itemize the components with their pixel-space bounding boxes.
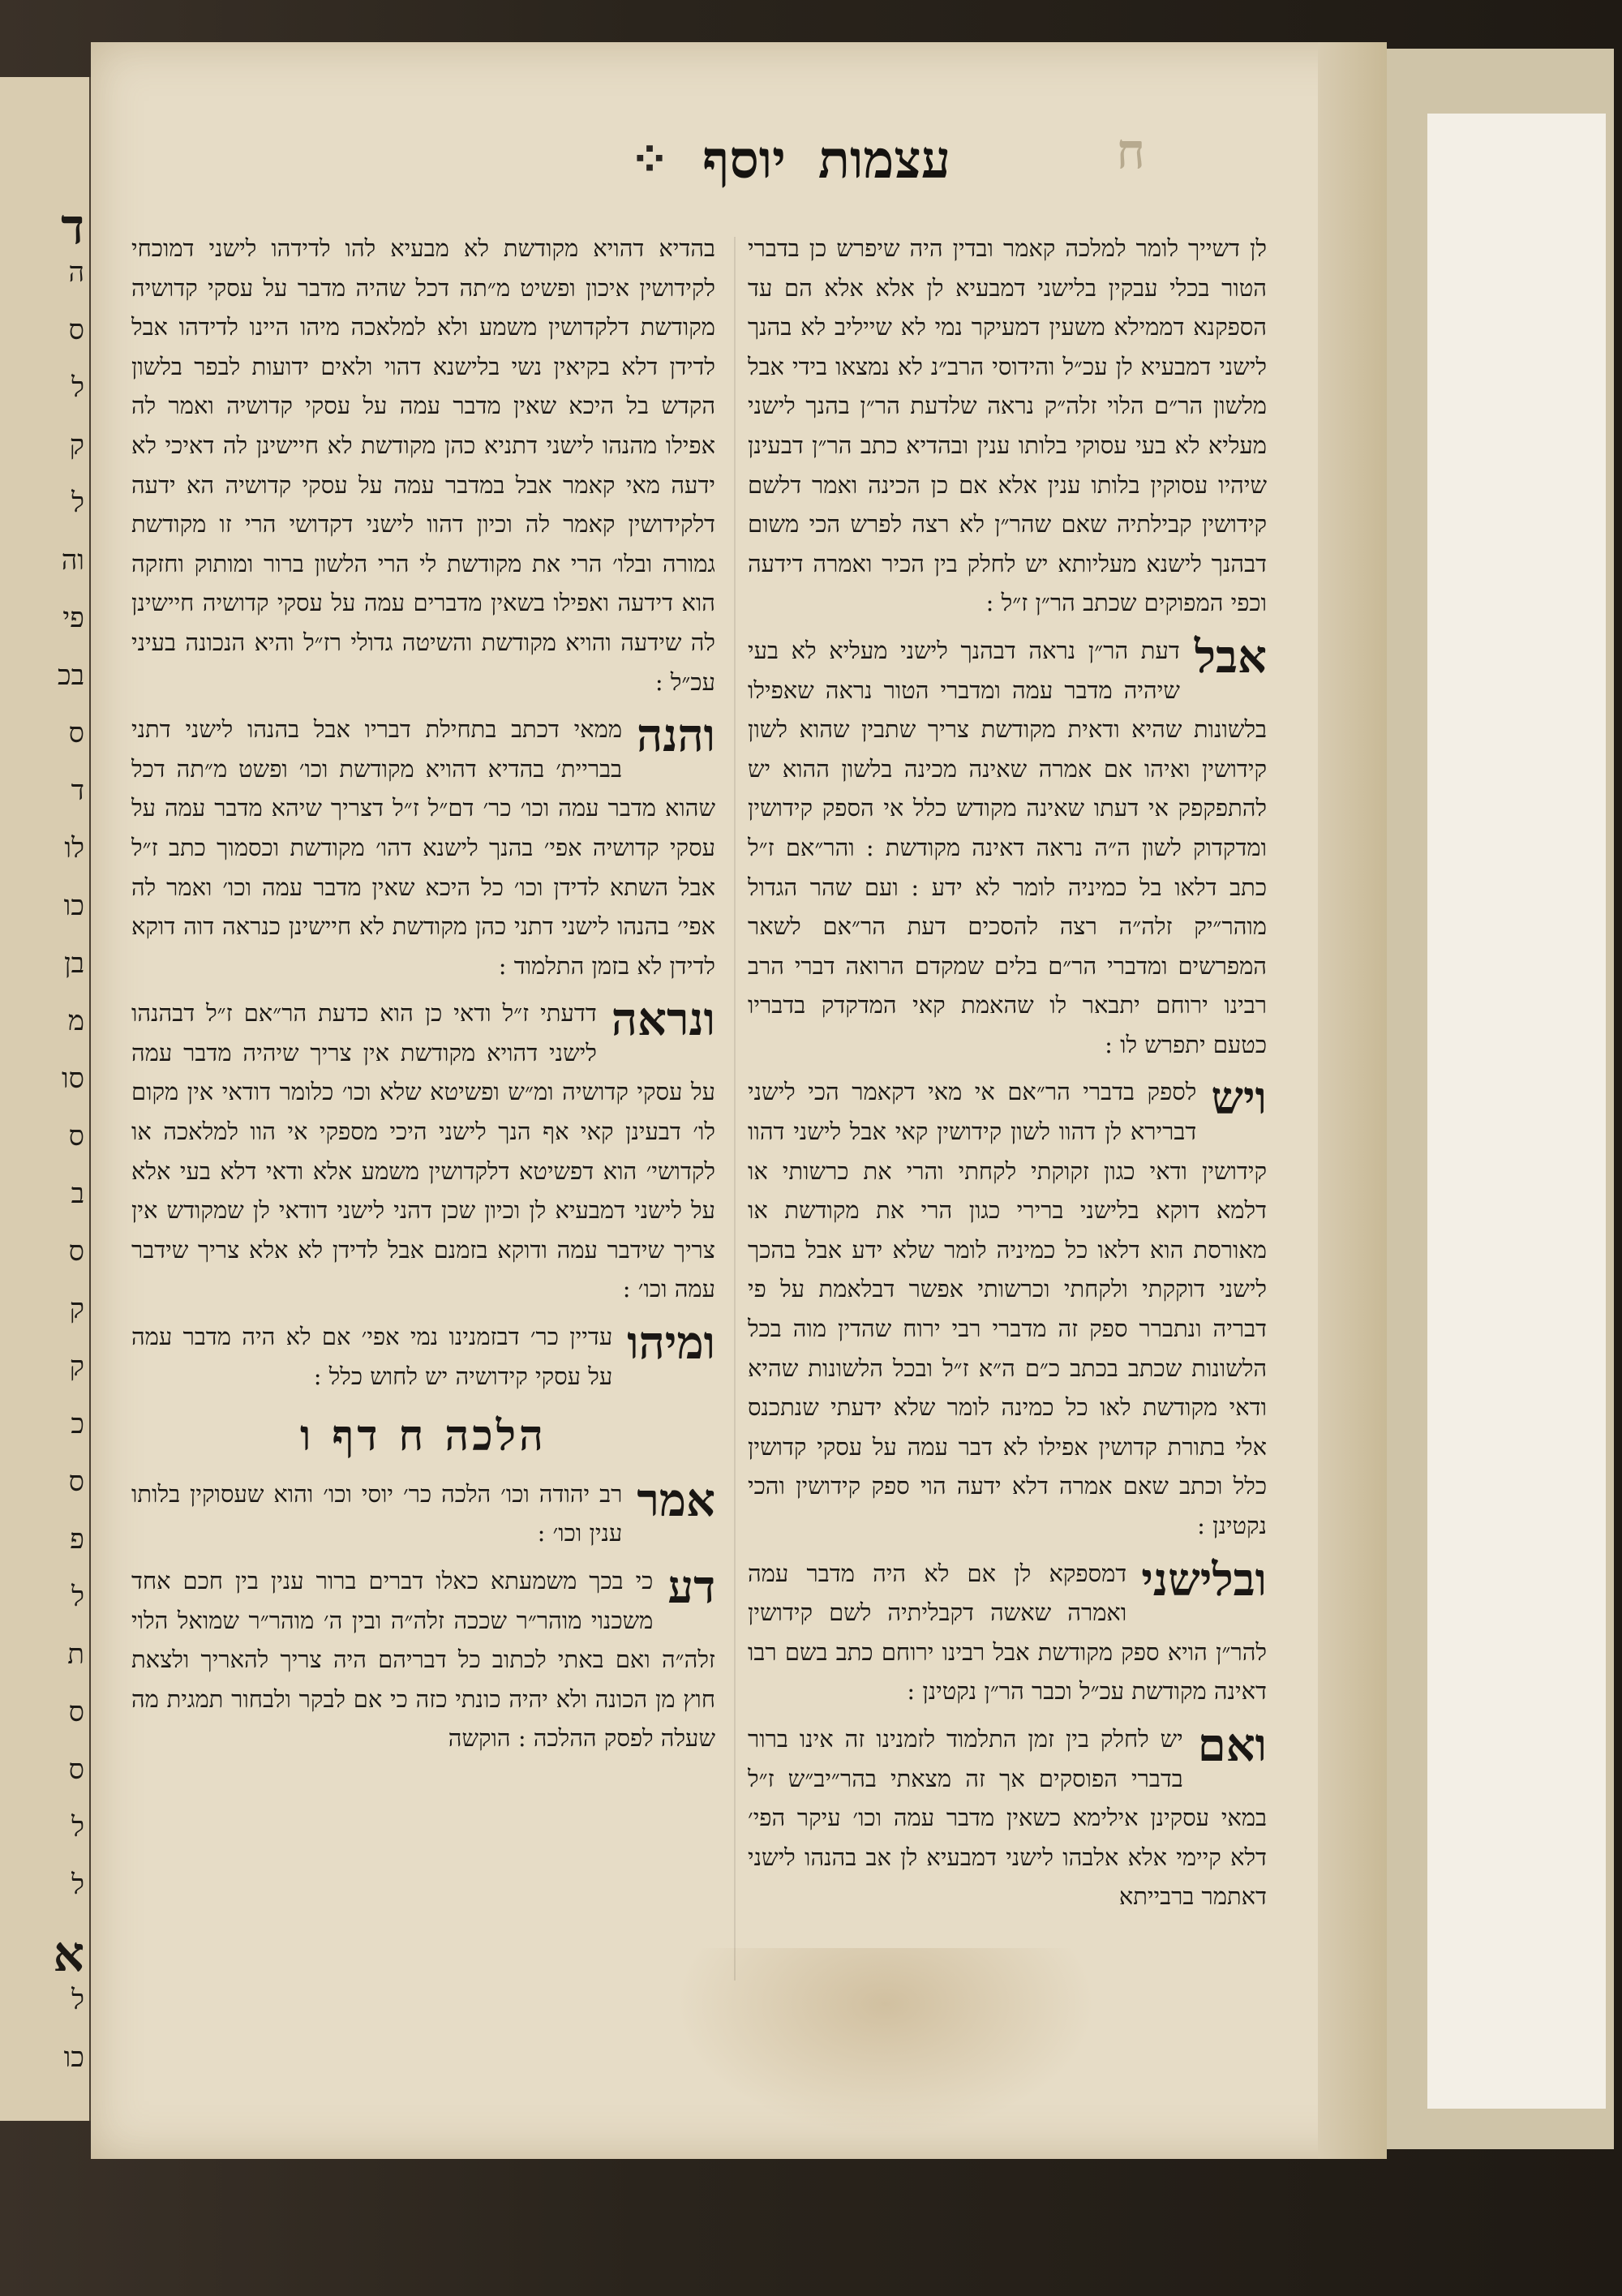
facing-page-glyph: ק — [69, 429, 84, 461]
facing-page-glyph: פ — [70, 1523, 84, 1556]
facing-page-glyph: ב — [71, 1178, 84, 1210]
paragraph-text: עדיין כר׳ דבזמנינו נמי אפי׳ אם לא היה מדבר עמה על עסקי קידושיה יש לחוש כלל : — [131, 1323, 613, 1390]
facing-page-glyph: ל — [71, 1984, 84, 2016]
facing-page-glyph: ל — [71, 487, 84, 519]
facing-page-glyph: פי — [62, 602, 84, 634]
paragraph-text: דמספקא לן אם לא היה מדבר עמה ואמרה שאשה דקבליתיה לשם קידושין להר״ן הויא ספק מקודשת אבל רבינו ירוחם כתב בשם רבו דאינה מקודשת עכ״ל וכבר הר״ן נקטינן : — [748, 1559, 1267, 1706]
running-header — [431, 115, 1145, 204]
paragraph: בהדיא דהויא מקודשת לא מבעיא להו לדידהו לישני דמוכחי לקידושין איכון ופשיט מ״תה דכל שהיה מדבר על עסקי קדושיה מקודשת דלקדושין משמע ולא למלאכה מיהו היינו לדידהו אבל לדידן דלא בקיאין נשי בלישנא דהוי ולאים ידועות לבפר בלשון הקדש בל היכא שאין מדבר עמה על עסקי קדושיה ואמר לה אפילו מהנהו לישני דתניא כהן מקודשת לא חיישינן לה דאיכי לא ידעה מאי קאמר אבל במדבר עמה על עסקי קדושיה הא ידעה דלקידושין קאמר לה וכיון דהוו לישני דקדושי הרי זו מקודשת גמורה ובלו׳ הרי את מקודשת לי הרי הלשון ברור ומותוק וחזקה הוא דידעה ואפילו בשאין מדברים עמה על עסקי קדושיה חיישינן לה שידעה והויא מקודשת והשיטה גדולי רז״ל והיא הנכונה בעיני עכ״ל : — [131, 234, 715, 696]
paragraph — [748, 631, 1267, 1065]
facing-page-glyph: ס — [68, 314, 84, 346]
header-title-right: עצמות — [817, 129, 950, 191]
header-ornament: ⁘ — [629, 131, 671, 188]
facing-page-glyph: ל — [71, 371, 84, 404]
facing-page-glyph: ל — [71, 1581, 84, 1613]
paragraph — [131, 1474, 715, 1553]
facing-page-glyph: כו — [63, 890, 84, 922]
header-title-left: יוסף — [702, 129, 786, 191]
lead-word: אמר — [637, 1473, 715, 1527]
facing-page-glyph: וה — [61, 544, 84, 577]
paragraph: לן דשייך לומר למלכה קאמר ובדין היה שיפרש כן בדברי הטור בכלי עבקין בלישני דמבעיא לן אלא אלא הם עד הספקנא דממילא משעין דמעיקר נמי לא שייליב לא בהנך לישני דמבעיא לן עכ״ל והידוסי הרב״נ לא נמצאו בידי אבל מלשון הר״ם הלוי זלה״ק נראה שלדעת הר״ן בהנך לישני מעליא לא בעי עסוקי בלותו ענין ובהדיא כתב הר״ן דבעינן שיהיו עסוקין בלותו ענין אלא אם כן הכינה ואמר דלשם קידושין קבילתיה שאם שהר״ן לא רצה לפרש הכי משום דבהנך לישנא מעליותא יש לחלק בין הכיר ואמרה דידעה וכפי המפוקים שכתב הר״ן ז״ל : — [748, 234, 1267, 617]
backing-sheet — [1427, 114, 1606, 2109]
facing-page-glyph: ד — [71, 775, 84, 807]
paragraph-text: כי בכך משמעתא כאלו דברים ברור ענין בין חכם אחד משכנוי מוהר״ר שככה זלה״ה ובין ה׳ מוהר״ר שמואל הלוי זלה״ה ואם באתי לכתוב כל דבריהם היה צריך להאריך ולצאת חוץ מן הכונה ולא יהיה כונתי כזה כי אם לבקר ולבחור תמגית מה שעלה לפסק ההלכה : הוקשה — [131, 1567, 715, 1753]
facing-page-glyph: בן — [63, 947, 84, 980]
facing-page-glyph: ל — [71, 1869, 84, 1901]
lead-word: ואם — [1197, 1718, 1267, 1772]
facing-page-glyph: ס — [68, 717, 84, 749]
paragraph — [131, 1561, 715, 1758]
facing-page-glyph: ס — [68, 1120, 84, 1152]
leaf-number: ח — [1116, 123, 1145, 180]
lead-word: והנה — [637, 709, 715, 763]
paragraph-text: רב יהודה וכו׳ הלכה כר׳ יוסי וכו׳ והוא שעסוקין בלותו ענין וכו׳ : — [131, 1479, 623, 1547]
facing-page-glyph: ס — [68, 1235, 84, 1268]
lead-word: אבל — [1194, 629, 1267, 684]
paragraph-text: ממאי דכתב בתחילת דבריו אבל בהנהו לישני דתני בבריית׳ בהדיא דהויא מקודשת וכו׳ ופשט מ״תה דכל שהוא מדבר עמה וכו׳ כר׳ דם״ל ז״ל דצריך שיהא מדבר עמה על עסקי קדושיה אפי׳ בהנך לישנא דהו׳ מקודשת וכסמוך כתב ז״ל אבל השתא לדידן וכו׳ כל היכא שאין מדבר עמה וכו׳ ואמר לה אפי׳ בהנהו לישני דתני כהן מקודשת לא חיישינן כנראה דוה דוקא לדידן לא בזמן התלמוד : — [131, 715, 715, 980]
column-divider — [734, 237, 736, 1981]
paragraph-text: דדעתי ז״ל ודאי כן הוא כדעת הר״אם ז״ל דבהנהו לישני דהויא מקודשת אין צריך שיהיה מדבר עמה על עסקי קדושיה ומ״ש ופשיטא שלא וכו׳ כלומר דודאי אין מקום לו׳ דבעינן קאי אף הנך לישני היכי מספקי אי הוו למלאכה או לקדושי׳ הוא דפשיטא דלקדושין משמע אלא ודאי דלא בעי אלא על לישני דמבעיא לן וכיון שכן דהני לישני דודאי לן שמקודש אין צריך שידבר עמה ודוקא בזמנם אבל לדידן לא אלא צריך שידבר עמה וכו׳ : — [131, 999, 715, 1303]
paragraph — [748, 1554, 1267, 1711]
lead-word: ובלישני — [1141, 1552, 1267, 1607]
left-column — [131, 229, 715, 2005]
facing-page-glyph: ד — [61, 199, 84, 255]
facing-page-glyph: סו — [61, 1062, 84, 1095]
lead-word: ומיהו — [627, 1316, 715, 1371]
facing-page-glyph: ת — [67, 1638, 84, 1671]
facing-page-glyph: ק — [69, 1293, 84, 1325]
facing-page-glyph: ס — [68, 1696, 84, 1728]
lead-word: דע — [667, 1560, 715, 1614]
facing-page-glyph: בכ — [57, 659, 84, 692]
facing-page-glyph: ס — [68, 1753, 84, 1786]
book-page — [91, 42, 1387, 2159]
right-column — [748, 229, 1267, 2005]
page-fore-edge — [1318, 42, 1387, 2159]
facing-page-glyph: ק — [69, 1350, 84, 1383]
lead-word: ויש — [1211, 1071, 1267, 1126]
lead-word: ונראה — [611, 993, 715, 1047]
facing-page-glyph: מ — [67, 1005, 84, 1037]
paragraph — [131, 710, 715, 985]
paragraph — [748, 1072, 1267, 1545]
facing-page-glyph: ס — [68, 1466, 84, 1498]
facing-page-glyph: כו — [63, 2041, 84, 2074]
facing-page-glyph: כ — [71, 1408, 84, 1440]
facing-page-glyph: א — [53, 1926, 84, 1983]
paragraph-text: יש לחלק בין זמן התלמוד לזמנינו זה אינו ברור בדברי הפוסקים אך זה מצאתי בהר״יב״ש ז״ל במאי עסקינן אילימא כשאין מדבר עמה וכו׳ עיקר הפי׳ דלא קיימי אלא אלבהו לישני דמבעיא לן אב בהנהו לישני דאתמר ברבייתא — [748, 1724, 1267, 1911]
paragraph — [748, 1719, 1267, 1916]
facing-page-glyph: ה — [68, 256, 84, 289]
paragraph — [131, 994, 715, 1309]
facing-page-glyph: ל — [71, 1811, 84, 1843]
paragraph-text: דעת הר״ן נראה דבהנך לישני מעליא לא בעי שיהיה מדבר עמה ומדברי הטור נראה שאפילו בלשונות שהיא ודאית מקודשת צריך שתבין שהוא לשון קידושין ואיהו אם אמרה שאינה מכינה בלשון ההוא יש להתפקפק אי דעתו שאינה מקודש כלל אי הספק קידושין ומדקדוק לשון ה״ה נראה דאינה מקודשת : והר״אם ז״ל כתב דלאו בל כמיניה לומר לא ידע : ועם שהר הגדול מוהר״יק זלה״ה רצה להסכים דעת הר״אם לשאר המפרשים ומדברי הר״ם בלים שמקדם הרואה דברי הרב רבינו ירוחם יתבאר לו שהאמת קאי המדקדק בדבריו כטעם יתפרש לו : — [748, 636, 1267, 1058]
facing-page-glyph: לו — [64, 832, 84, 865]
facing-page-edge — [0, 77, 92, 2121]
paragraph-text: לספק בדברי הר״אם אי מאי דקאמר הכי לישני דברירא לן דהוו לשון קידושין קאי אבל לישני דהוו קידושין ודאי כגון זקוקתי לקחתי והרי את כרשותי או דלמא דוקא בלישני ברירי כגון הרי את מקודשת או מאורסת הוא דלאו כל כמיניה לומר שלא ידע אבל בהכך לישני דוקקתי ולקחתי וכרשותי אפשר דבלאמת על פי דבריה ונתברר ספק זה מדברי רבי ירוח שהדין מוה בכל הלשונות שכתב בכתב כ״ם ה״א ז״ל ובכל הלשונות שהיא ודאי מקודשת לאו כל כמינה לומר שלא ידעתי שנתכנס אלי בתורת קדושין אפילו לא דבר עמה על עסקי קדושין כלל וכתב שאם אמרה דלא ידעה הוי ספק קידושין והכי נקטינן : — [748, 1078, 1267, 1539]
paragraph — [131, 1317, 715, 1396]
section-title: הלכה ח דף ו — [300, 1411, 547, 1461]
